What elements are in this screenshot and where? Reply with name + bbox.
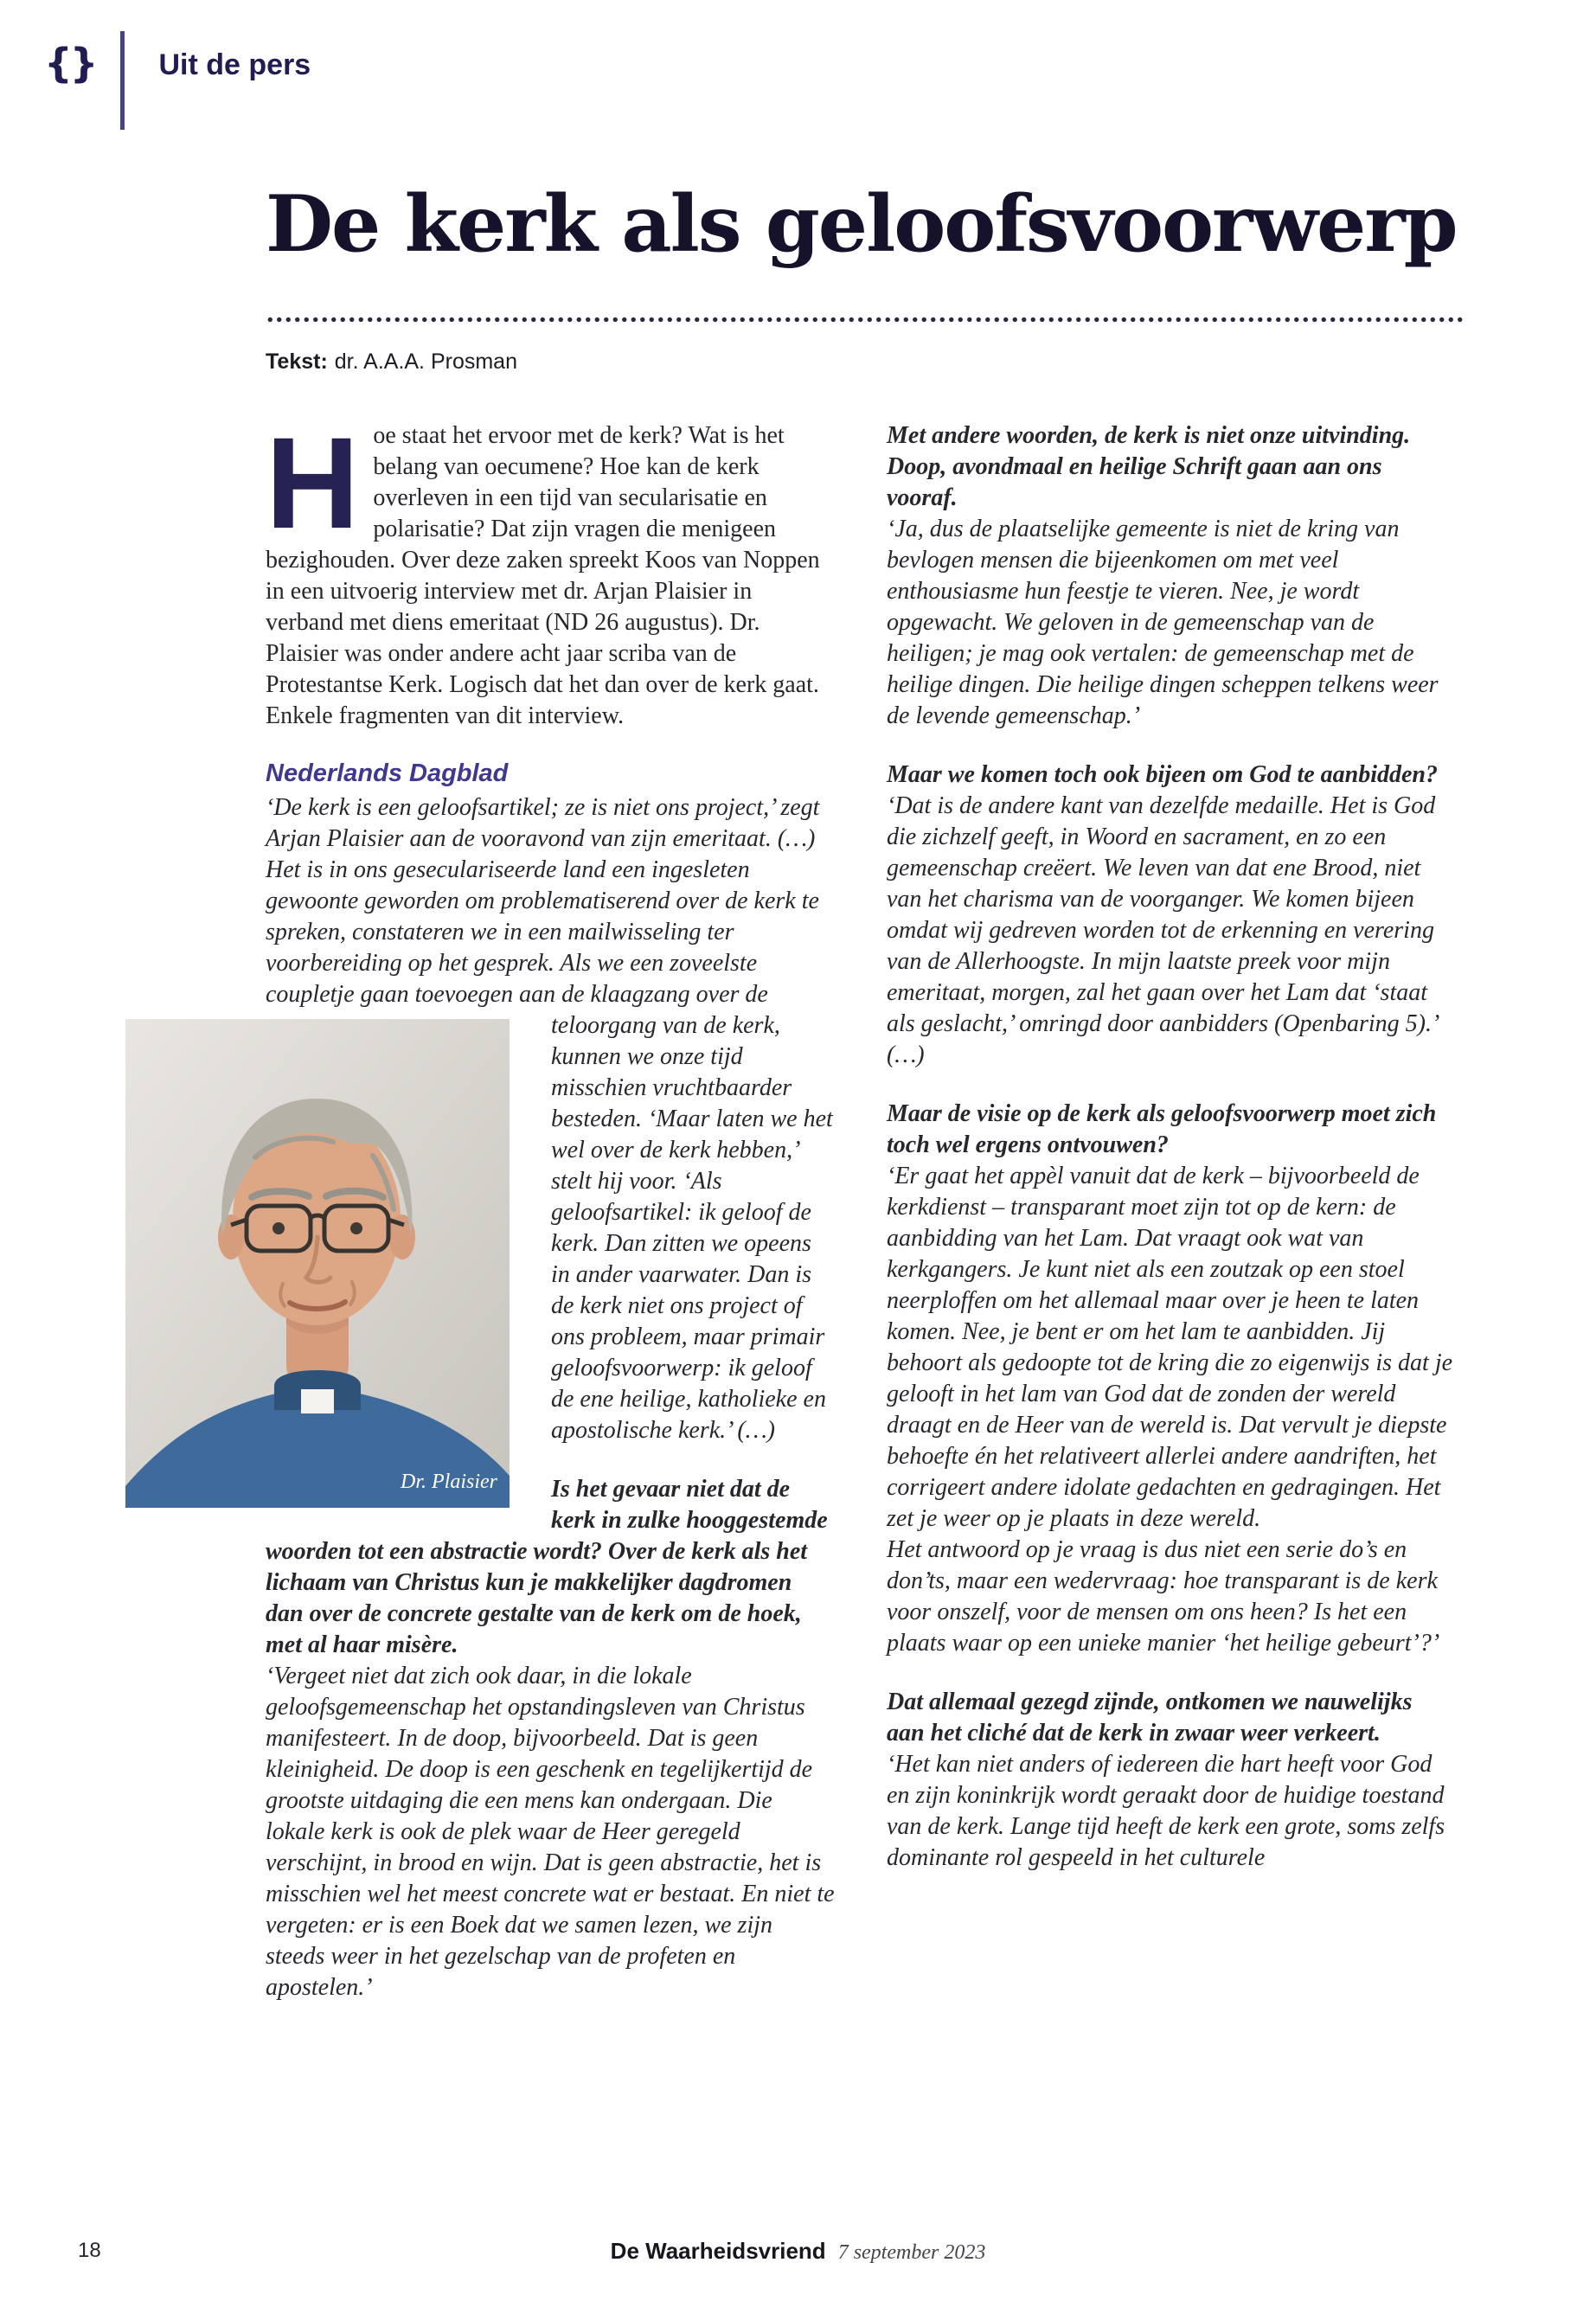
- header-divider: [120, 31, 125, 130]
- question-cliche: Dat allemaal gezegd zijnde, ontkomen we nauwelijks aan het cliché dat de kerk in zwaar weer verkeert.: [887, 1689, 1413, 1747]
- answer-cliche: ‘Het kan niet anders of iedereen die hart heeft voor God en zijn koninkrijk wordt geraakt door de huidige toestand van de kerk. Lange tijd heeft de kerk een grote, soms zelfs dominante rol gespeeld in het culturele: [887, 1751, 1445, 1871]
- byline: [266, 349, 517, 375]
- byline-name: dr. A.A.A. Prosman: [334, 349, 517, 374]
- article-columns: [266, 410, 1456, 2003]
- page-number: 18: [78, 2239, 101, 2262]
- question-abstraction: Is het gevaar niet dat de kerk in zulke hooggestemde woorden tot een abstractie wordt? Over de kerk als het lichaam van Christus kun je makkelijker dagdromen dan over de concrete gestalte van de kerk om de hoek, met al haar misère.: [266, 1476, 828, 1658]
- question-aanbidden: Maar we komen toch ook bijeen om God te aanbidden?: [887, 761, 1438, 788]
- page-header: [44, 31, 311, 130]
- left-column: [266, 410, 835, 2003]
- drop-cap: H: [266, 410, 360, 555]
- issue-date: 7 september 2023: [837, 2241, 986, 2264]
- nd-quote-part2: teloorgang van de kerk, kunnen we onze tijd misschien vruchtbaarder besteden. ‘Maar laten we het wel over de kerk hebben,’ stelt hij voor. ‘Als geloofsartikel: ik geloof de kerk. Dan zitten we opeens in ander vaarwater. Dan is de kerk niet ons project of ons probleem, maar primair geloofsvoorwerp: ik geloof de ene heilige, katholieke en apostolische kerk.’ (…): [551, 1012, 833, 1444]
- question-ontvouwen: Maar de visie op de kerk als geloofsvoorwerp moet zich toch wel ergens ontvouwen?: [887, 1100, 1437, 1158]
- article-title: De kerk als geloofsvoorwerp: [266, 178, 1457, 270]
- portrait-photo: [125, 1019, 510, 1508]
- answer-ontvouwen-2: Het antwoord op je vraag is dus niet een serie do’s en don’ts, maar een wedervraag: hoe transparant is de kerk voor onszelf, voor de mensen om ons heen? Is het een plaats waar op een unieke manier ‘het heilige gebeurt’?’: [887, 1536, 1440, 1657]
- photo-caption: Dr. Plaisier: [400, 1471, 497, 1493]
- brace-logo: {}: [44, 40, 96, 87]
- answer-aanbidden: ‘Dat is de andere kant van dezelfde medaille. Het is God die zichzelf geeft, in Woord en sacrament, en zo een gemeenschap creëert. We leven van dat ene Brood, niet van het charisma van de voorganger. We komen bijeen omdat wij gedreven worden tot de erkenning en verering van de Allerhoogste. In mijn laatste preek voor mijn emeritaat, morgen, zal het gaan over het Lam dat ‘staat als geslacht,’ omringd door aanbidders (Openbaring 5).’ (…): [887, 792, 1438, 1068]
- nd-quote-paragraph: [266, 792, 835, 1493]
- answer-ontvouwen-1: ‘Er gaat het appèl vanuit dat de kerk – bijvoorbeeld de kerkdienst – transparant moet zijn tot op de kern: de aanbidding van het Lam. Dat vraagt ook wat van kerkgangers. Je kunt niet als een zoutzak op een stoel neerploffen om het allemaal maar over je heen te laten komen. Nee, je bent er om het lam te aanbidden. Jij behoort als gedoopte tot de kring die zo eigenwijs is dat je gelooft in het lam van God dat de zonden der wereld draagt en de Heer van de wereld is. Dat vervult je diepste behoefte én het relativeert allerlei andere aandriften, het corrigeert andere idolate gedachten en gedragingen. Het zet je weer op je plaats in deze wereld.: [887, 1163, 1453, 1532]
- right-column: [887, 420, 1456, 2003]
- question-uitvinding: Met andere woorden, de kerk is niet onze uitvinding. Doop, avondmaal en heilige Schrift gaan aan ons vooraf.: [887, 422, 1411, 511]
- portrait-illustration: [125, 1019, 510, 1508]
- nd-quote-part1: ‘De kerk is een geloofsartikel; ze is niet ons project,’ zegt Arjan Plaisier aan de vooravond van zijn emeritaat. (…) Het is in ons geseculariseerde land een ingesleten gewoonte geworden om problematiserend over de kerk te spreken, constateren we in een mailwisseling ter voorbereiding op het gesprek. Als we een zoveelste coupletje gaan toevoegen aan de klaagzang over de: [266, 794, 820, 1008]
- section-kicker: Uit de pers: [158, 48, 311, 81]
- dotted-rule: [266, 317, 1463, 323]
- intro-text: oe staat het ervoor met de kerk? Wat is het belang van oecumene? Hoe kan de kerk overleven in een tijd van secularisatie en polarisatie? Dat zijn vragen die menigeen bezighouden. Over deze zaken spreekt Koos van Noppen in een uitvoerig interview met dr. Arjan Plaisier in verband met diens emeritaat (ND 26 augustus). Dr. Plaisier was onder andere acht jaar scriba van de Protestantse Kerk. Logisch dat het dan over de kerk gaat. Enkele fragmenten van dit interview.: [266, 422, 820, 729]
- byline-label: Tekst:: [266, 349, 328, 374]
- source-heading: Nederlands Dagblad: [266, 760, 509, 787]
- answer-abstraction: ‘Vergeet niet dat zich ook daar, in die lokale geloofsgemeenschap het opstandingsleven van Christus manifesteert. In de doop, bijvoorbeeld. Dat is geen kleinigheid. De doop is een geschenk en tegelijkertijd de grootste uitdaging die een mens kan ondergaan. Die lokale kerk is ook de plek waar de Heer geregeld verschijnt, in brood en wijn. Dat is geen abstractie, het is misschien wel het meest concrete wat er bestaat. En niet te vergeten: er is een Boek dat we samen lezen, we zijn steeds weer in het gezelschap van de profeten en apostelen.’: [266, 1663, 835, 2001]
- intro-paragraph: [266, 410, 835, 732]
- answer-uitvinding: ‘Ja, dus de plaatselijke gemeente is niet de kring van bevlogen mensen die bijeenkomen om met veel enthousiasme hun feestje te vieren. Nee, je wordt opgewacht. We geloven in de gemeenschap van de heiligen; je mag ook vertalen: de gemeenschap met de heilige dingen. Die heilige dingen scheppen telkens weer de levende gemeenschap.’: [887, 516, 1439, 729]
- publication-name: De Waarheidsvriend: [610, 2238, 826, 2264]
- footer: [0, 2238, 1596, 2265]
